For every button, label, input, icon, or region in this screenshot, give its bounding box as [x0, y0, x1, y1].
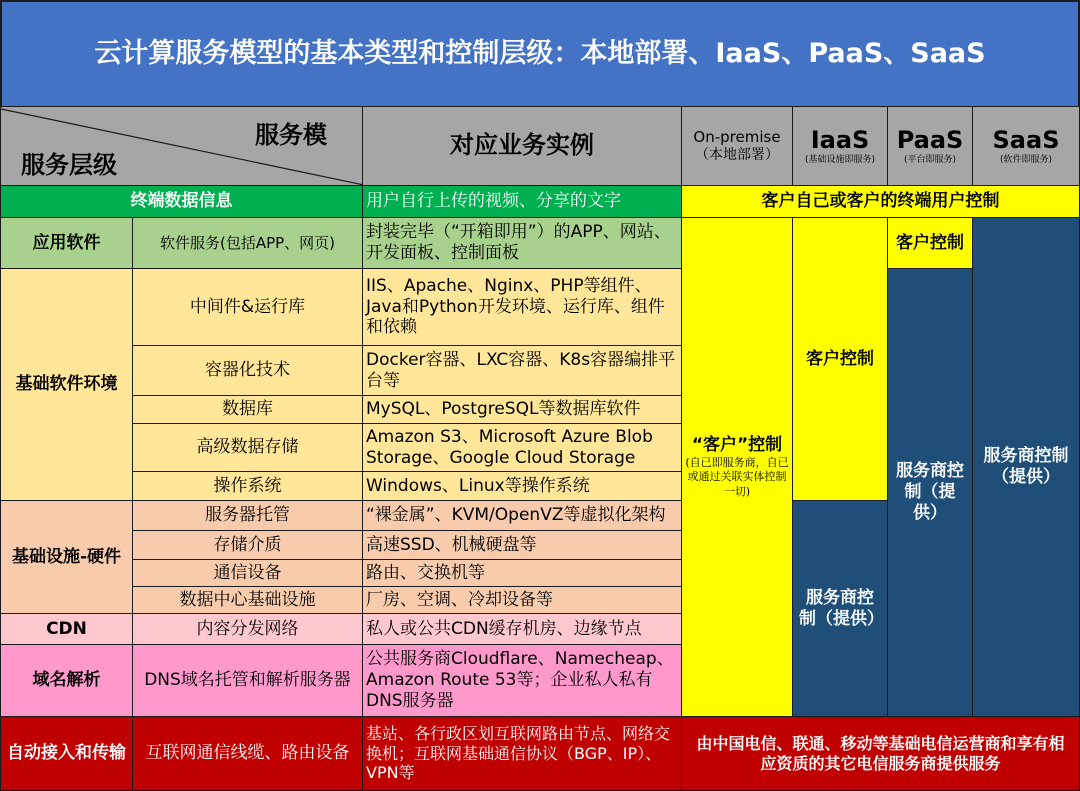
- cdn-example-text: 私人或公共CDN缓存机房、边缘节点: [366, 618, 642, 639]
- page-title: [0, 0, 1080, 108]
- os-sub: [132, 471, 363, 501]
- saas-provider-control-text: 服务商控制（提供）: [983, 446, 1069, 487]
- hosting-example-text: “裸金属”、KVM/OpenVZ等虚拟化架构: [366, 505, 666, 526]
- examples-header-text: 对应业务实例: [450, 131, 594, 160]
- app-software-sub: [132, 217, 363, 269]
- storage-media-sub: [132, 530, 363, 560]
- datacenter-example-text: 厂房、空调、冷却设备等: [366, 589, 553, 610]
- storage-media-example: [362, 530, 682, 560]
- dns-sub-text: DNS域名托管和解析服务器: [144, 670, 351, 691]
- cdn-label-text: CDN: [46, 618, 87, 639]
- paas-customer-control-text: 客户控制: [896, 232, 964, 253]
- cdn-sub-text: 内容分发网络: [196, 618, 299, 639]
- saas-header: [972, 106, 1080, 186]
- hosting-example: [362, 500, 682, 531]
- app-software-sub-text: 软件服务(包括APP、网页): [159, 233, 336, 252]
- app-software-example: [362, 217, 682, 269]
- paas-header: [887, 106, 973, 186]
- middleware-sub-text: 中间件&运行库: [189, 296, 306, 317]
- dns-example: [362, 644, 682, 717]
- access-example: [362, 716, 682, 791]
- iaas-customer-control: [792, 217, 888, 501]
- onprem-header-sub: （本地部署）: [695, 146, 779, 163]
- network-device-sub-text: 通信设备: [213, 562, 282, 583]
- storage-media-sub-text: 存储介质: [213, 534, 282, 555]
- access-control-text: 由中国电信、联通、移动等基础电信运营商和享有相应资质的其它电信服务商提供服务: [696, 733, 1065, 773]
- middleware-sub: [132, 268, 363, 346]
- access-control: [681, 716, 1080, 791]
- access-label: [0, 716, 133, 791]
- advanced-storage-example-text: Amazon S3、Microsoft Azure Blob Storage、Google Cloud Storage: [366, 426, 653, 468]
- container-sub: [132, 345, 363, 396]
- terminal-data-control-text: 客户自己或客户的终端用户控制: [761, 191, 1000, 212]
- onprem-control-sub: (自已即服务商，自已或通过关联实体控制一切): [685, 455, 789, 498]
- network-device-example-text: 路由、交换机等: [366, 562, 485, 583]
- iaas-provider-control: [792, 500, 888, 717]
- examples-header: [362, 106, 682, 186]
- database-sub-text: 数据库: [222, 399, 273, 420]
- terminal-data-example-text: 用户自行上传的视频、分享的文字: [366, 191, 621, 212]
- infra-hardware-label: [0, 500, 133, 614]
- os-sub-text: 操作系统: [213, 475, 282, 496]
- app-software-label: [0, 217, 133, 269]
- cdn-sub: [132, 613, 363, 645]
- access-example-text: 基站、各行政区划互联网路由节点、网络交换机；互联网基础通信协议（BGP、IP）、VPN等: [366, 724, 671, 783]
- paas-header-main: PaaS: [896, 125, 964, 154]
- infra-hardware-label-text: 基础设施-硬件: [11, 546, 122, 567]
- dns-sub: [132, 644, 363, 717]
- datacenter-example: [362, 586, 682, 614]
- access-label-text: 自动接入和传输: [7, 743, 126, 764]
- terminal-data-label: [0, 185, 363, 218]
- iaas-customer-control-text: 客户控制: [806, 348, 874, 369]
- corner-service-model-label: 服务模: [255, 121, 327, 149]
- terminal-data-label-text: 终端数据信息: [130, 191, 233, 212]
- base-software-label-text: 基础软件环境: [15, 374, 118, 395]
- access-sub-text: 互联网通信线缆、路由设备: [145, 743, 350, 764]
- onprem-header: [681, 106, 793, 186]
- terminal-data-example: [362, 185, 682, 218]
- terminal-data-control: [681, 185, 1080, 218]
- database-example: [362, 395, 682, 424]
- paas-customer-control: [887, 217, 973, 269]
- paas-provider-control-text: 服务商控制（提供）: [896, 461, 964, 523]
- onprem-control: [681, 217, 793, 717]
- saas-header-sub: (软件即服务): [999, 155, 1053, 166]
- dns-label-text: 域名解析: [32, 670, 101, 691]
- onprem-control-main: “客户”控制: [691, 435, 783, 456]
- paas-header-sub: (平台即服务): [903, 155, 957, 166]
- datacenter-sub: [132, 586, 363, 614]
- advanced-storage-sub-text: 高级数据存储: [196, 437, 299, 458]
- container-example-text: Docker容器、LXC容器、K8s容器编排平台等: [366, 349, 676, 391]
- os-example: [362, 471, 682, 501]
- hosting-sub-text: 服务器托管: [205, 505, 290, 526]
- hosting-sub: [132, 500, 363, 531]
- container-sub-text: 容器化技术: [205, 360, 290, 381]
- saas-provider-control: [972, 217, 1080, 717]
- dns-label: [0, 644, 133, 717]
- database-sub: [132, 395, 363, 424]
- cdn-example: [362, 613, 682, 645]
- iaas-provider-control-text: 服务商控制（提供）: [799, 587, 884, 629]
- access-sub: [132, 716, 363, 791]
- app-software-label-text: 应用软件: [32, 232, 101, 253]
- iaas-header-sub: (基础设施即服务): [804, 155, 876, 166]
- dns-example-text: 公共服务商Cloudflare、Namecheap、Amazon Route 53等；企业私人私有DNS服务器: [366, 649, 674, 711]
- os-example-text: Windows、Linux等操作系统: [366, 475, 590, 496]
- corner-service-level-label: 服务层级: [21, 151, 117, 179]
- network-device-sub: [132, 559, 363, 587]
- advanced-storage-example: [362, 423, 682, 472]
- saas-header-main: SaaS: [992, 125, 1060, 154]
- middleware-example-text: IIS、Apache、Nginx、PHP等组件、Java和Python开发环境、运行库、组件和依赖: [366, 275, 665, 338]
- iaas-header-main: IaaS: [810, 125, 870, 154]
- page-title-text: 云计算服务模型的基本类型和控制层级：本地部署、IaaS、PaaS、SaaS: [94, 37, 986, 69]
- middleware-example: [362, 268, 682, 346]
- datacenter-sub-text: 数据中心基础设施: [179, 589, 316, 610]
- iaas-header: [792, 106, 888, 186]
- container-example: [362, 345, 682, 396]
- network-device-example: [362, 559, 682, 587]
- onprem-header-main: On-premise: [693, 128, 781, 147]
- storage-media-example-text: 高速SSD、机械硬盘等: [366, 534, 537, 555]
- app-software-example-text: 封装完毕（“开箱即用”）的APP、网站、开发面板、控制面板: [366, 222, 671, 263]
- paas-provider-control: [887, 268, 973, 717]
- base-software-label: [0, 268, 133, 501]
- cdn-label: [0, 613, 133, 645]
- database-example-text: MySQL、PostgreSQL等数据库软件: [366, 399, 641, 420]
- advanced-storage-sub: [132, 423, 363, 472]
- corner-header: [0, 106, 363, 186]
